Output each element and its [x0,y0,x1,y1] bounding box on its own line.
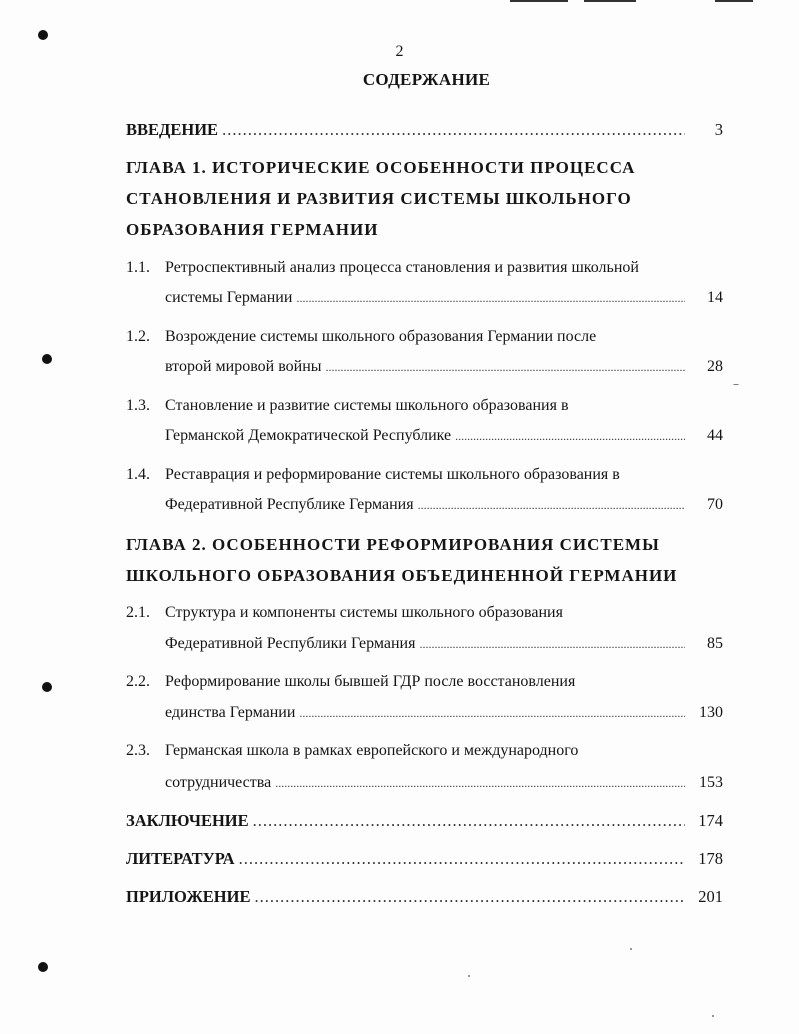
scan-speck [712,1015,714,1017]
toc-entry-label: ЗАКЛЮЧЕНИЕ [126,811,249,830]
toc-entry-introduction[interactable] [126,120,723,140]
chapter-1-heading-line-1[interactable]: ГЛАВА 1. ИСТОРИЧЕСКИЕ ОСОБЕННОСТИ ПРОЦЕССА [126,158,636,177]
section-title-line-2: сотрудничества [165,774,272,791]
toc-entry-literature[interactable] [126,849,723,869]
section-title-line-1: Структура и компоненты системы школьного образования [165,604,563,621]
section-page: 28 [707,358,723,375]
section-title-line-2: единства Германии [165,704,296,721]
chapter-1-heading-line-2[interactable]: СТАНОВЛЕНИЯ И РАЗВИТИЯ СИСТЕМЫ ШКОЛЬНОГО [126,189,632,208]
section-page: 153 [699,774,723,791]
section-number: 2.3. [126,742,150,759]
section-page: 85 [707,635,723,652]
punch-hole-mark [42,682,52,692]
page-number: 2 [395,43,404,60]
section-title-line-2: Федеративной Республике Германия [165,496,414,513]
toc-entry-page: 178 [698,849,723,868]
toc-entry-conclusion[interactable] [126,811,723,831]
section-page: 130 [699,704,723,721]
toc-entry-page: 174 [698,811,723,830]
section-number: 1.3. [126,397,150,414]
dot-leader [275,773,685,793]
scan-edge-mark [715,0,753,2]
toc-entry-label: ВВЕДЕНИЕ [126,120,219,139]
section-title-line-1: Становление и развитие системы школьного образования в [165,397,569,414]
toc-entry-label: ПРИЛОЖЕНИЕ [126,887,251,906]
section-number: 2.2. [126,673,150,690]
scan-edge-mark [584,0,636,2]
dot-leader [254,887,685,907]
dot-leader [253,811,685,831]
section-title-line-2: системы Германии [165,289,293,306]
punch-hole-mark [38,962,48,972]
scan-speck [630,948,632,950]
chapter-2-heading-line-1[interactable]: ГЛАВА 2. ОСОБЕННОСТИ РЕФОРМИРОВАНИЯ СИСТЕМЫ [126,535,660,554]
section-title-line-1: Германская школа в рамках европейского и международного [165,742,579,759]
section-title-line-1: Ретроспективный анализ процесса становления и развития школьной [165,259,639,276]
scan-speck [468,975,470,977]
dot-leader [239,849,685,869]
section-title-line-2: Федеративной Республики Германия [165,635,416,652]
section-page: 44 [707,427,723,444]
punch-hole-mark [42,354,52,364]
section-title-line-2: второй мировой войны [165,358,322,375]
toc-entry-page: 3 [714,120,723,139]
section-number: 1.1. [126,259,150,276]
chapter-2-heading-line-2[interactable]: ШКОЛЬНОГО ОБРАЗОВАНИЯ ОБЪЕДИНЕННОЙ ГЕРМАНИИ [126,566,678,585]
toc-title: СОДЕРЖАНИЕ [362,70,491,89]
dot-leader [296,288,685,308]
section-title-line-1: Реформирование школы бывшей ГДР после восстановления [165,673,576,690]
section-page: 14 [707,289,723,306]
dot-leader [299,703,685,723]
section-title-line-2: Германской Демократической Республике [165,427,452,444]
toc-entry-page: 201 [698,887,723,906]
section-page: 70 [707,496,723,513]
chapter-1-heading-line-3[interactable]: ОБРАЗОВАНИЯ ГЕРМАНИИ [126,220,379,239]
toc-entry-appendix[interactable] [126,887,723,907]
dot-leader [418,495,685,515]
section-number: 1.4. [126,466,150,483]
dot-leader [419,634,685,654]
scan-edge-mark [510,0,568,2]
section-title-line-1: Реставрация и реформирование системы школьного образования в [165,466,620,483]
section-title-line-1: Возрождение системы школьного образования Германии после [165,328,597,345]
toc-entry-label: ЛИТЕРАТУРА [126,849,235,868]
dot-leader [222,120,685,140]
scan-speck [733,384,739,385]
section-number: 2.1. [126,604,150,621]
dot-leader [455,426,685,446]
punch-hole-mark [38,30,48,40]
section-number: 1.2. [126,328,150,345]
dot-leader [326,357,685,377]
